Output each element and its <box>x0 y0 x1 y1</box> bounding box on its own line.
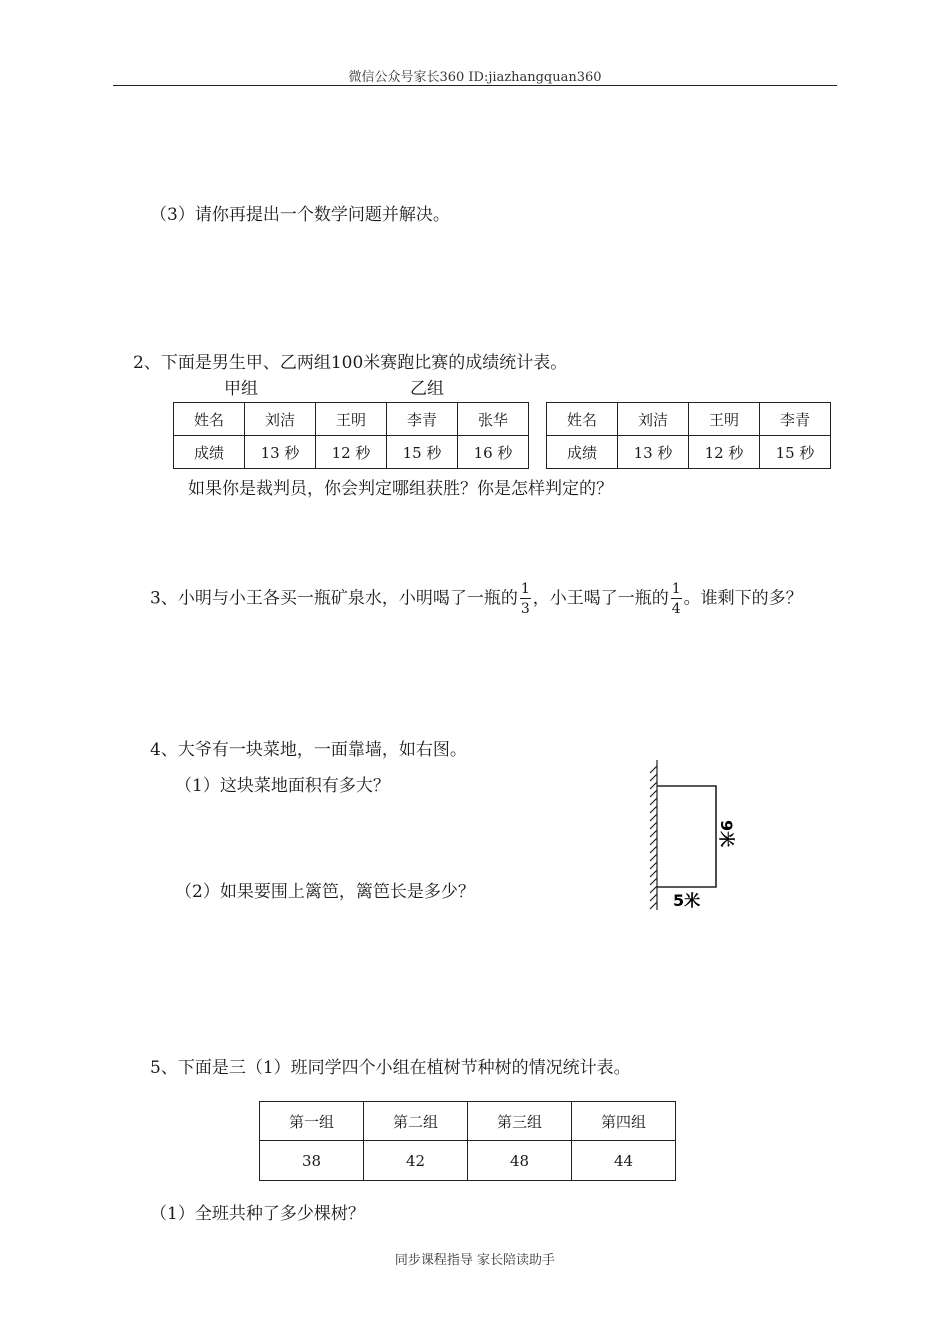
q4-sub2: （2）如果要围上篱笆，篱笆长是多少？ <box>175 882 475 902</box>
page-footer: 同步课程指导 家长陪读助手 <box>394 1253 556 1268</box>
q2-group-b-table <box>546 402 831 469</box>
q1-part3-text: （3）请你再提出一个数学问题并解决。 <box>150 205 450 225</box>
table-cell: 38 <box>260 1141 364 1181</box>
q5-prompt: 5、下面是三（1）班同学四个小组在植树节种树的情况统计表。 <box>150 1058 631 1078</box>
q3-part1: 3、小明与小王各买一瓶矿泉水，小明喝了一瓶的 <box>150 588 518 609</box>
table-cell: 成绩 <box>174 436 245 469</box>
table-cell: 第四组 <box>572 1102 676 1141</box>
table-cell: 第二组 <box>364 1102 468 1141</box>
fraction-denominator: 4 <box>671 601 681 617</box>
fraction-numerator: 1 <box>671 581 681 597</box>
table-cell: 15 秒 <box>760 436 831 469</box>
q3-text <box>150 582 803 616</box>
table-cell: 王明 <box>316 403 387 436</box>
q3-fraction-1 <box>520 582 531 616</box>
table-cell: 15 秒 <box>387 436 458 469</box>
q3-part3: 。谁剩下的多？ <box>683 588 803 609</box>
q5-sub1: （1）全班共种了多少棵树？ <box>150 1204 365 1224</box>
table-cell: 刘洁 <box>245 403 316 436</box>
table-cell: 13 秒 <box>618 436 689 469</box>
table-cell: 李青 <box>760 403 831 436</box>
q5-table <box>259 1101 676 1181</box>
q2-group-b-label: 乙组 <box>410 379 444 399</box>
table-cell: 44 <box>572 1141 676 1181</box>
q4-prompt: 4、大爷有一块菜地，一面靠墙，如右图。 <box>150 740 467 760</box>
table-cell: 42 <box>364 1141 468 1181</box>
q2-question: 如果你是裁判员，你会判定哪组获胜？你是怎样判定的？ <box>188 479 613 499</box>
width-label: 5米 <box>673 891 701 910</box>
q3-part2: ，小王喝了一瓶的 <box>532 588 669 609</box>
table-cell: 12 秒 <box>316 436 387 469</box>
table-cell: 16 秒 <box>458 436 529 469</box>
table-cell: 第一组 <box>260 1102 364 1141</box>
header-divider <box>113 85 837 86</box>
table-cell: 姓名 <box>547 403 618 436</box>
q2-prompt: 2、下面是男生甲、乙两组100米赛跑比赛的成绩统计表。 <box>133 353 568 373</box>
wall-hatching <box>650 760 657 910</box>
q3-fraction-2 <box>671 582 682 616</box>
height-label: 9米 <box>717 820 736 848</box>
page-header: 微信公众号家长360 ID:jiazhangquan360 <box>348 70 602 85</box>
plot-outline <box>657 786 716 887</box>
table-cell: 48 <box>468 1141 572 1181</box>
vegetable-plot-figure <box>645 758 755 918</box>
q4-sub1: （1）这块菜地面积有多大？ <box>175 776 390 796</box>
table-cell: 13 秒 <box>245 436 316 469</box>
table-cell: 姓名 <box>174 403 245 436</box>
table-cell: 刘洁 <box>618 403 689 436</box>
table-cell: 李青 <box>387 403 458 436</box>
q2-group-a-table <box>173 402 529 469</box>
table-cell: 第三组 <box>468 1102 572 1141</box>
fraction-denominator: 3 <box>520 601 530 617</box>
table-cell: 12 秒 <box>689 436 760 469</box>
table-cell: 成绩 <box>547 436 618 469</box>
fraction-numerator: 1 <box>520 581 530 597</box>
table-cell: 张华 <box>458 403 529 436</box>
table-cell: 王明 <box>689 403 760 436</box>
q2-group-a-label: 甲组 <box>224 379 258 399</box>
